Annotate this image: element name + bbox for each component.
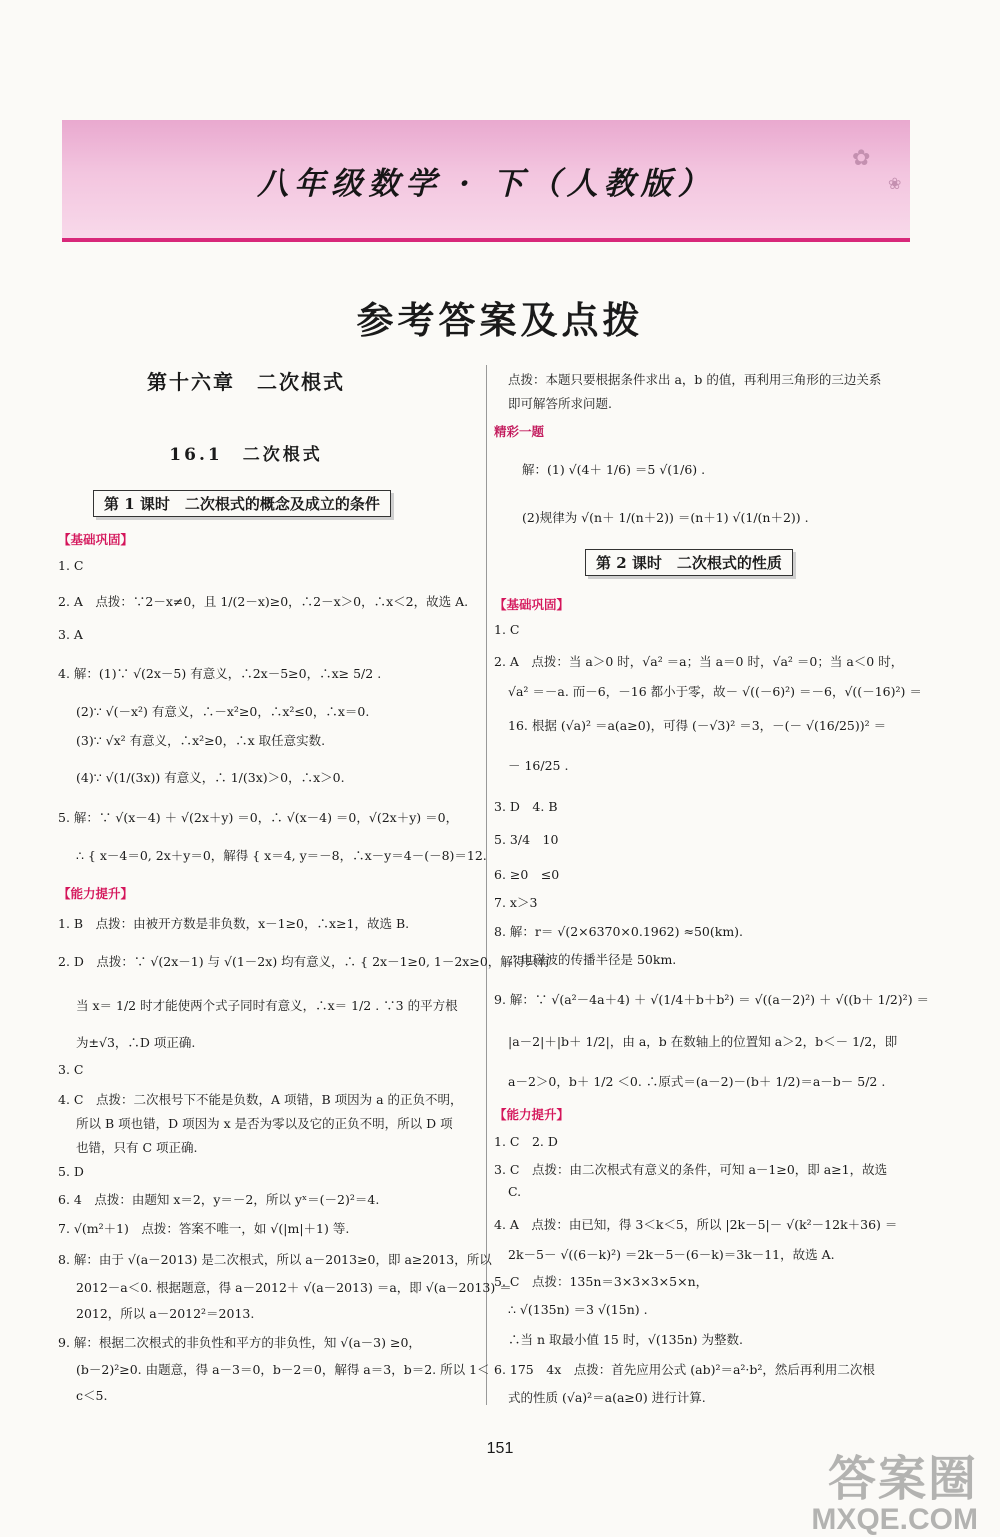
watermark-url: MXQE.COM xyxy=(811,1503,978,1536)
section-tag: 【能力提升】 xyxy=(58,886,134,901)
header-banner xyxy=(62,120,910,242)
answer-line: 5. C 点拨：135n＝3×3×3×5×n， xyxy=(494,1274,709,1289)
answer-line: (4)∵ √(1/(3x)) 有意义，∴ 1/(3x)＞0，∴x＞0. xyxy=(76,770,345,785)
answer-line: 1. C xyxy=(494,622,520,637)
answer-line: 4. A 点拨：由已知，得 3＜k＜5，所以 |2k－5|－ √(k²－12k＋36) ＝ xyxy=(494,1217,898,1232)
answer-line: ∴当 n 取最小值 15 时，√(135n) 为整数. xyxy=(508,1332,743,1347)
lesson-1-title: 第 1 课时 二次根式的概念及成立的条件 xyxy=(93,490,391,517)
answer-line: a－2＞0，b＋ 1/2 ＜0. ∴原式＝(a－2)－(b＋ 1/2)＝a－b－ 5/2 . xyxy=(508,1074,886,1089)
answer-line: 2k－5－ √((6－k)²) ＝2k－5－(6－k)＝3k－11，故选 A. xyxy=(508,1247,835,1262)
answer-line: 8. 解：r＝ √(2×6370×0.1962) ≈50(km). xyxy=(494,924,744,939)
answer-line: 即可解答所求问题. xyxy=(508,396,612,411)
answer-line: c＜5. xyxy=(76,1388,108,1403)
lesson-2-title: 第 2 课时 二次根式的性质 xyxy=(585,549,793,576)
answer-line: (2)规律为 √(n＋ 1/(n＋2)) ＝(n＋1) √(1/(n＋2)) . xyxy=(522,510,809,525)
answer-line: 式的性质 (√a)²＝a(a≥0) 进行计算. xyxy=(508,1390,706,1405)
answer-line: 4. C 点拨：二次根号下不能是负数，A 项错，B 项因为 a 的正负不明， xyxy=(58,1092,463,1107)
column-divider xyxy=(486,365,487,1405)
answer-line: 2. D 点拨：∵ √(2x－1) 与 √(1－2x) 均有意义，∴ { 2x－1≥0, 1－2x≥0，解得只有 xyxy=(58,954,551,969)
answer-line: C. xyxy=(508,1184,522,1199)
page-title: 参考答案及点拨 xyxy=(356,298,644,342)
answer-line: 7. √(m²＋1) 点拨：答案不唯一，如 √(|m|＋1) 等. xyxy=(58,1221,350,1236)
answer-line: ∴电磁波的传播半径是 50km. xyxy=(508,952,677,967)
answer-line: 解：(1) √(4＋ 1/6) ＝5 √(1/6) . xyxy=(522,462,706,477)
answer-line: 9. 解：根据二次根式的非负性和平方的非负性，知 √(a－3) ≥0， xyxy=(58,1335,421,1350)
answer-line: 5. 解：∵ √(x－4) ＋ √(2x＋y) ＝0，∴ √(x－4) ＝0，√(2x＋y) ＝0， xyxy=(58,810,459,825)
answer-line: 3. D 4. B xyxy=(494,799,558,814)
answer-line: 8. 解：由于 √(a－2013) 是二次根式，所以 a－2013≥0，即 a≥2013，所以 xyxy=(58,1252,492,1267)
answer-line: 3. C 点拨：由二次根式有意义的条件，可知 a－1≥0，即 a≥1，故选 xyxy=(494,1162,888,1177)
answer-line: 1. C xyxy=(58,558,84,573)
answer-line: (b－2)²≥0. 由题意，得 a－3＝0，b－2＝0，解得 a＝3，b＝2. 所以 1＜ xyxy=(76,1362,490,1377)
answer-line: (2)∵ √(－x²) 有意义，∴－x²≥0，∴x²≤0，∴x＝0. xyxy=(76,704,370,719)
answer-line: 5. D xyxy=(58,1164,84,1179)
section-tag: 【能力提升】 xyxy=(494,1107,570,1122)
answer-line: 2. A 点拨：∵2－x≠0，且 1/(2－x)≥0，∴2－x＞0，∴x＜2，故选 A. xyxy=(58,594,469,609)
answer-line: 1. B 点拨：由被开方数是非负数，x－1≥0，∴x≥1，故选 B. xyxy=(58,916,410,931)
answer-line: 6. ≥0 ≤0 xyxy=(494,867,560,882)
answer-line: (3)∵ √x² 有意义，∴x²≥0，∴x 取任意实数. xyxy=(76,733,326,748)
answer-line: ∴ √(135n) ＝3 √(15n) . xyxy=(508,1302,648,1317)
answer-line: 1. C 2. D xyxy=(494,1134,558,1149)
answer-line: √a² ＝－a. 而－6，－16 都小于零，故－ √((－6)²) ＝－6，√((－16)²) ＝ xyxy=(508,684,922,699)
answer-line: 6. 4 点拨：由题知 x＝2，y＝－2，所以 yˣ＝(－2)²＝4. xyxy=(58,1192,380,1207)
answer-line: 9. 解：∵ √(a²－4a＋4) ＋ √(1/4＋b＋b²) ＝ √((a－2)²) ＋ √((b＋ 1/2)²) ＝ xyxy=(494,992,930,1007)
answer-line: 6. 175 4x 点拨：首先应用公式 (ab)²＝a²·b²，然后再利用二次根 xyxy=(494,1362,875,1377)
answer-line: 点拨：本题只要根据条件求出 a，b 的值，再利用三角形的三边关系 xyxy=(508,372,882,387)
answer-line: 也错，只有 C 项正确. xyxy=(76,1140,198,1155)
answer-line: 所以 B 项也错，D 项因为 x 是否为零以及它的正负不明，所以 D 项 xyxy=(76,1116,453,1131)
answer-line: － 16/25 . xyxy=(508,758,569,773)
answer-line: 16. 根据 (√a)² ＝a(a≥0)，可得 (－√3)² ＝3，－(－ √(16/25))² ＝ xyxy=(508,718,887,733)
answer-line: ∴ { x－4＝0, 2x＋y＝0，解得 { x＝4, y＝－8，∴x－y＝4－(－8)＝12. xyxy=(76,848,487,863)
answer-line: 5. 3/4 10 xyxy=(494,832,559,847)
watermark-logo xyxy=(811,1440,978,1537)
answer-line: |a－2|＋|b＋ 1/2|，由 a，b 在数轴上的位置知 a＞2，b＜－ 1/2，即 xyxy=(508,1034,898,1049)
answer-line: 2012，所以 a－2012²＝2013. xyxy=(76,1306,255,1321)
answer-line: 2. A 点拨：当 a＞0 时，√a² ＝a；当 a＝0 时，√a² ＝0；当 a＜0 时， xyxy=(494,654,904,669)
answer-line: 3. A xyxy=(58,627,83,642)
answer-line: 7. x＞3 xyxy=(494,895,538,910)
section-tag: 【基础巩固】 xyxy=(494,597,570,612)
answer-line: 3. C xyxy=(58,1062,84,1077)
answer-line: 当 x＝ 1/2 时才能使两个式子同时有意义，∴x＝ 1/2 . ∵3 的平方根 xyxy=(76,998,458,1013)
page-number: 151 xyxy=(486,1440,514,1457)
watermark-text: 答案圈 xyxy=(827,1453,978,1506)
butterfly-icon: ✿ xyxy=(852,146,871,171)
answer-line: 4. 解：(1)∵ √(2x－5) 有意义，∴2x－5≥0，∴x≥ 5/2 . xyxy=(58,666,382,681)
chapter-title: 第十六章 二次根式 xyxy=(147,370,345,394)
answer-line: 2012－a＜0. 根据题意，得 a－2012＋ √(a－2013) ＝a，即 √(a－2013) ＝ xyxy=(76,1280,512,1295)
butterfly-icon: ❀ xyxy=(888,174,902,193)
section-tag: 精彩一题 xyxy=(494,424,545,439)
answer-line: 为±√3，∴D 项正确. xyxy=(76,1035,196,1050)
banner-title: 八年级数学 · 下（人教版） xyxy=(257,166,715,202)
section-tag: 【基础巩固】 xyxy=(58,532,134,547)
section-title: 16.1 二次根式 xyxy=(169,445,323,465)
